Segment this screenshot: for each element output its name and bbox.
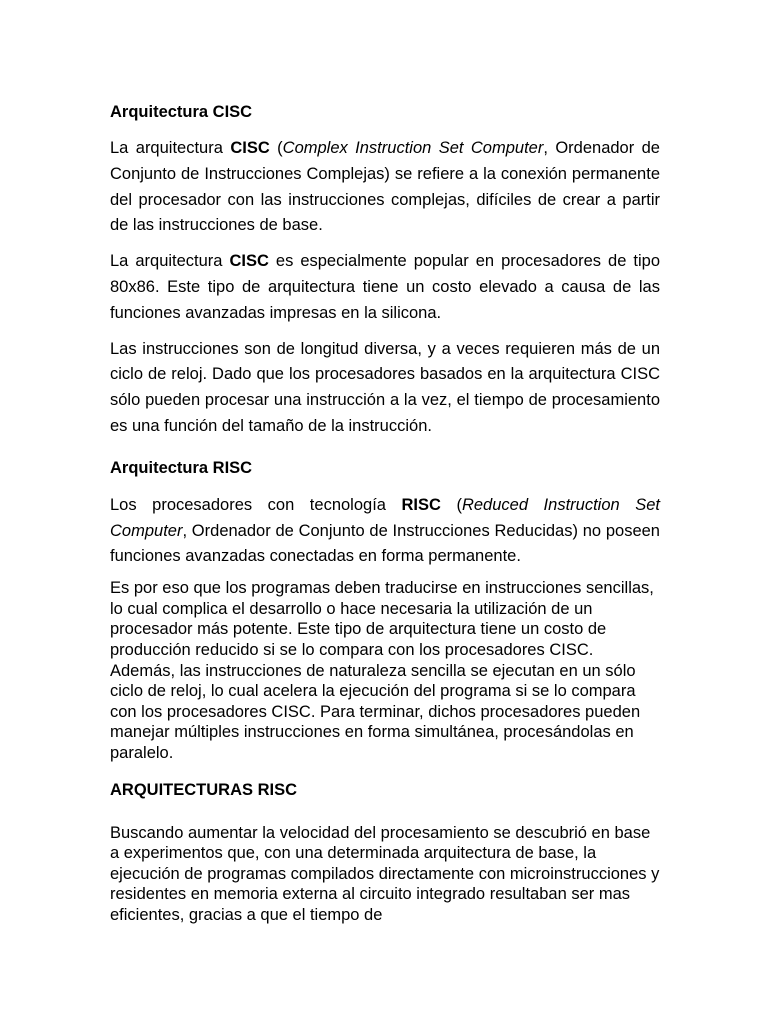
text: La arquitectura — [110, 139, 231, 157]
bold-term-cisc: CISC — [230, 139, 270, 157]
italic-term-complex-instruction-set-computer: Complex Instruction Set Computer — [282, 139, 544, 157]
heading-arquitecturas-risc: ARQUITECTURAS RISC — [110, 780, 298, 799]
paragraph-cisc-instructions: Las instrucciones son de longitud diversa, y a veces requieren más de un ciclo de reloj. Dado que los procesadores basados en la arquitectura CISC sólo pueden procesar una instrucción a la vez, el tiempo de procesamiento es una función del tamaño de la instrucción. — [110, 339, 660, 435]
text: ( — [440, 495, 462, 514]
paragraph-risc-details: Es por eso que los programas deben traducirse en instrucciones sencillas, lo cual complica el desarrollo o hace necesaria la utilización de un procesador más potente. Este tipo de arquitectura tiene un costo de producción reducido si se lo compara con los procesadores CISC. Además, las instrucciones de naturaleza sencilla se ejecutan en un sólo ciclo de reloj, lo cual acelera la ejecución del programa si se lo compara con los procesadores CISC. Para terminar, dichos procesadores pueden manejar múltiples instrucciones en forma simultánea, procesándolas en paralelo. — [110, 579, 654, 762]
text: es especialmente popular en procesadores de tipo 80x86. Este tipo de arquitectura tiene un costo elevado a causa de las funciones avanzadas impresas en la silicona. — [110, 252, 661, 322]
heading-arquitectura-risc: Arquitectura RISC — [110, 458, 253, 477]
paragraph-risc-definition — [110, 493, 660, 570]
document-page — [110, 100, 660, 925]
text: Los procesadores con tecnología — [110, 495, 402, 514]
text: , Ordenador de Conjunto de Instrucciones Reducidas) no poseen funciones avanzadas conectadas en forma permanente. — [110, 521, 660, 566]
text: ( — [269, 139, 283, 157]
bold-term-cisc: CISC — [229, 252, 269, 271]
italic-term-reduced-instruction-set-computer: Reduced Instruction Set Computer — [110, 495, 660, 540]
paragraph-cisc-definition — [110, 136, 660, 239]
text: , Ordenador de Conjunto de Instrucciones Complejas) se refiere a la conexión permanente del procesador con las instrucciones complejas, difíciles de crear a partir de las instrucciones de base. — [110, 139, 660, 235]
paragraph-arquitecturas-risc: Buscando aumentar la velocidad del procesamiento se descubrió en base a experimentos que, con una determinada arquitectura de base, la ejecución de programas compilados directamente con microinstrucciones y residentes en memoria externa al circuito integrado resultaban ser mas eficientes, gracias a que el tiempo de — [110, 823, 660, 924]
paragraph-cisc-popularity — [110, 249, 660, 326]
text: La arquitectura — [110, 252, 230, 271]
bold-term-risc: RISC — [401, 495, 441, 514]
heading-arquitectura-cisc: Arquitectura CISC — [110, 103, 253, 121]
